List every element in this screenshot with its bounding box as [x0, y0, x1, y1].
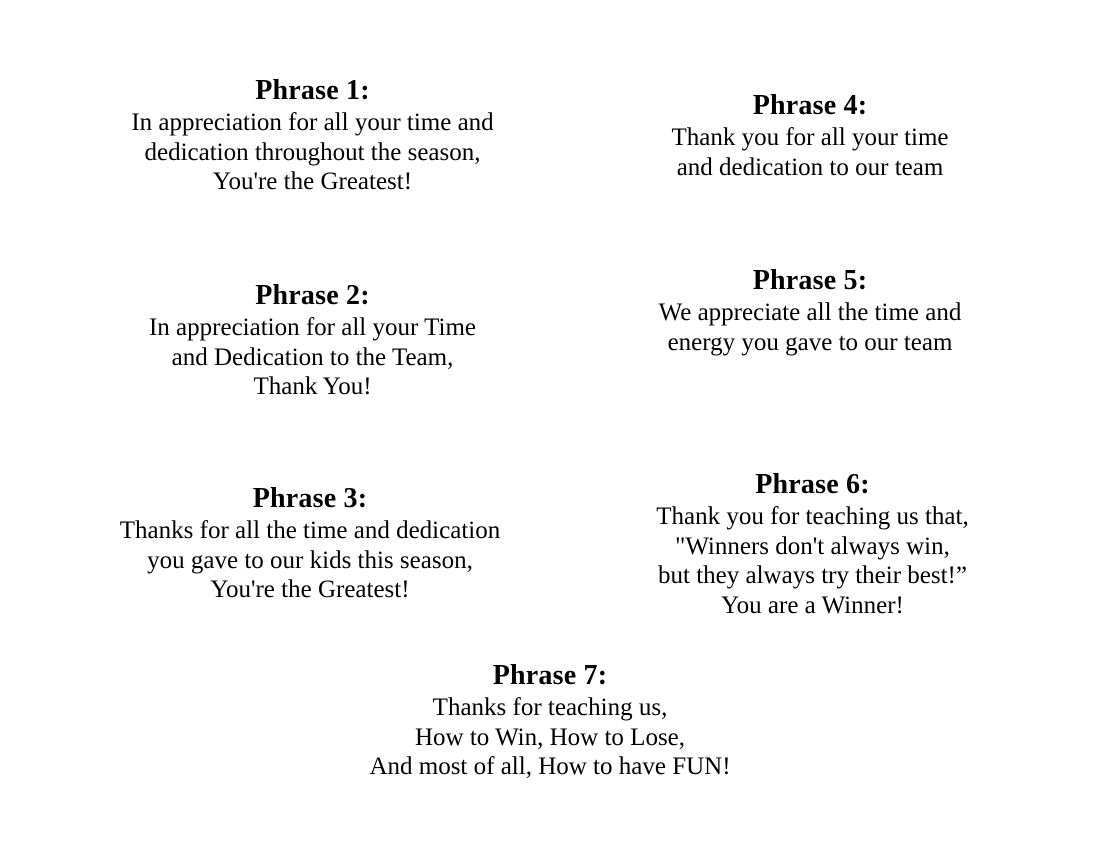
phrase-line: Thank you for teaching us that,	[656, 503, 969, 531]
phrase-line: Thanks for all the time and dedication	[119, 517, 501, 545]
phrase-block-5	[575, 265, 1045, 357]
phrase-line: How to Win, How to Lose,	[414, 723, 686, 751]
phrase-line: energy you gave to our team	[667, 328, 953, 356]
phrase-line: In appreciation for all your Time	[148, 314, 476, 342]
phrase-body-3	[50, 516, 570, 605]
phrase-title-1: Phrase 1:	[255, 75, 370, 106]
phrase-title-6: Phrase 6:	[755, 469, 870, 500]
phrase-line: And most of all, How to have FUN!	[369, 753, 731, 781]
phrase-line: and dedication to our team	[676, 153, 944, 181]
phrase-line: You're the Greatest!	[212, 168, 413, 196]
phrase-line: and Dedication to the Team,	[171, 343, 454, 371]
phrase-line: Thanks for teaching us,	[432, 694, 668, 722]
phrase-title-4: Phrase 4:	[752, 90, 868, 121]
phrase-body-2	[60, 313, 565, 402]
phrase-block-6	[570, 469, 1055, 620]
phrase-block-2	[60, 280, 565, 402]
phrase-body-5	[575, 298, 1045, 357]
phrase-line: "Winners don't always win,	[675, 532, 950, 560]
phrase-body-1	[60, 108, 565, 197]
phrase-line: dedication throughout the season,	[144, 138, 481, 166]
phrase-block-3	[50, 483, 570, 605]
phrase-title-5: Phrase 5:	[752, 265, 868, 296]
phrase-title-2: Phrase 2:	[255, 280, 370, 311]
phrase-line: Thank you for all your time	[671, 124, 949, 152]
phrase-line: We appreciate all the time and	[658, 299, 962, 327]
phrase-line: You are a Winner!	[721, 591, 904, 619]
phrase-body-6	[570, 502, 1055, 620]
phrase-line: you gave to our kids this season,	[147, 546, 473, 574]
phrase-title-3: Phrase 3:	[252, 483, 368, 514]
phrase-block-7	[290, 660, 810, 782]
phrase-body-7	[290, 693, 810, 782]
phrase-line: In appreciation for all your time and	[131, 109, 494, 137]
phrase-block-4	[580, 90, 1040, 182]
phrase-line: You're the Greatest!	[210, 576, 410, 604]
phrase-block-1	[60, 75, 565, 197]
phrase-line: but they always try their best!”	[658, 562, 967, 590]
phrase-line: Thank You!	[253, 373, 372, 401]
phrase-body-4	[580, 123, 1040, 182]
phrase-title-7: Phrase 7:	[492, 660, 608, 691]
